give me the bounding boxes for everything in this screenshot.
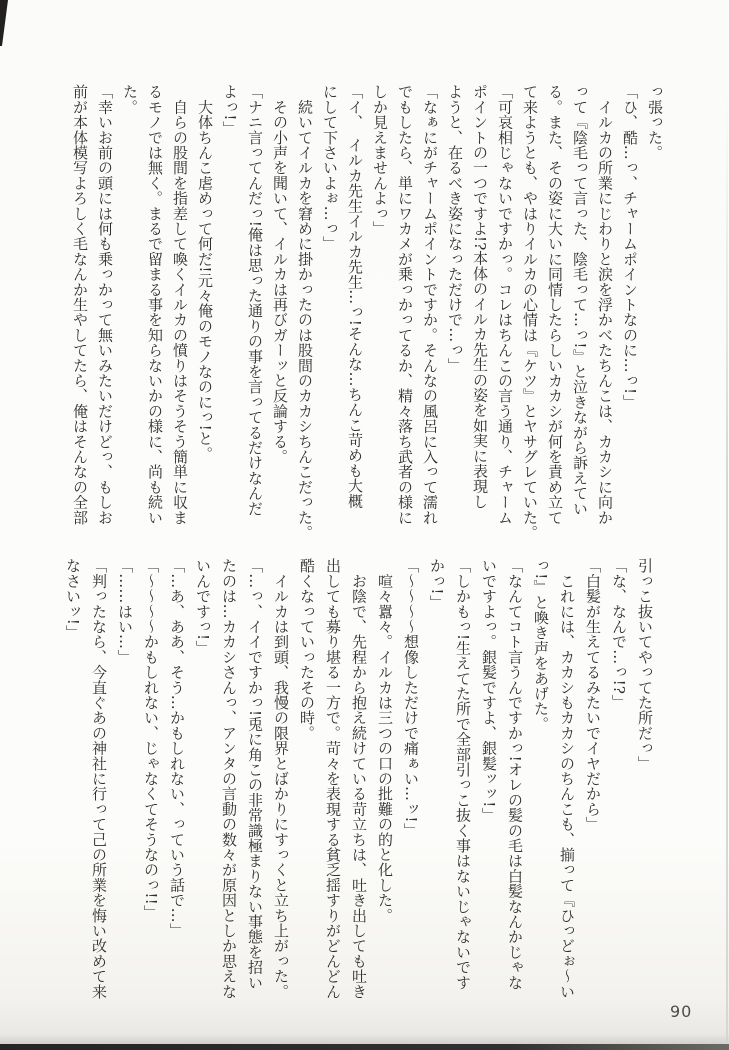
text-line: 引っこ抜いてやってた所だっ」 <box>636 558 654 771</box>
text-line: 「〜〜〜〜想像しただけで痛ぁい…ッ!」 <box>402 558 420 838</box>
text-line: て来ようとも、やはりイルカの心情は『ケツ』とヤサグレていた。 <box>521 84 539 540</box>
text-line: 「〜〜〜〜かもしれない、じゃなくてそうなのっ!!」 <box>142 558 160 921</box>
text-line: 「ひ、酷…っ、チャームポイントなのに…っ!」 <box>621 84 639 410</box>
text-line: って『陰毛って言った、陰毛って…っ!』と泣きながら訴えてい <box>571 84 589 516</box>
lower-text-block <box>60 558 658 1018</box>
text-line: 続いてイルカを窘めに掛かったのは股間のカカシちんこだった。 <box>296 84 314 540</box>
scan-bottom-edge <box>0 1044 729 1050</box>
text-line: 「判ったなら、今直ぐあの神社に行って己の所業を悔い改めて来 <box>90 558 108 999</box>
text-line: 前が本体模写よろしく毛なんか生やしてたら、俺はそんなの全部 <box>71 84 89 525</box>
text-line: 「な、なんで…っ!?」 <box>610 558 628 710</box>
scan-corner-artifact <box>0 0 8 46</box>
text-line: いですよっ。銀髪ですよ、銀髪ッッ!」 <box>480 558 498 823</box>
text-line: 「なぁにがチャームポイントですか。そんなの風呂に入って濡れ <box>421 84 439 525</box>
text-line: っ張った。 <box>646 84 664 160</box>
text-line: 出しても募り堪る一方で。苛々を表現する貧乏揺すりがどんどん <box>324 558 342 999</box>
text-line: 「可哀相じゃないですかっ。コレはちんこの言う通り、チャーム <box>496 84 514 525</box>
page-number: 90 <box>670 1002 693 1021</box>
text-line: るモノでは無く。まるで留まる事を知らないかの様に、尚も続い <box>146 84 164 525</box>
scan-right-edge <box>726 90 728 1050</box>
text-line: 大体ちんこ虐めって何だ!元々俺のモノなのにっ!と。 <box>196 84 214 462</box>
text-line: よっ!」 <box>221 84 239 136</box>
text-line: しか見えませんよっ」 <box>371 84 389 236</box>
text-line: これには、カカシもカカシのちんこも、揃って『ひっどぉ〜い <box>558 558 576 999</box>
text-line: たのは…カカシさんっ、アンタの言動の数々が原因としか思えな <box>220 558 238 999</box>
text-line: た。 <box>121 84 139 115</box>
text-line: なさいッ!」 <box>64 558 82 641</box>
text-line: いんですっ!」 <box>194 558 212 656</box>
text-line: る。また、その姿に大いに同情したらしいカカシが何を責め立て <box>546 84 564 525</box>
text-line: 「幸いお前の頭には何も乗っかって無いみたいだけどっ、もしお <box>96 84 114 525</box>
scan-bottom-shadow <box>0 1034 729 1044</box>
text-line: っ!』と喚き声をあげた。 <box>532 558 550 732</box>
text-line: 「しかもっ!生えてた所で全部引っこ抜く事はないじゃないです <box>454 558 472 990</box>
text-line: 「なんてコト言うんですかっ!オレの髪の毛は白髪なんかじゃな <box>506 558 524 990</box>
text-line: 喧々囂々。イルカは三つの口の批難の的と化した。 <box>376 558 394 923</box>
text-line: にして下さいよぉ…っ」 <box>321 84 339 252</box>
text-line: その小声を聞いて、イルカは再びガーッと反論する。 <box>271 84 289 464</box>
text-line: ようと、在るべき姿になっただけで…っ」 <box>446 84 464 373</box>
text-line: イルカの所業にじわりと涙を浮かべたちんこは、カカシに向か <box>596 84 614 525</box>
text-line: 「白髪が生えてるみたいでイヤだから」 <box>584 558 602 832</box>
text-line: 酷くなっていったその時。 <box>298 558 316 741</box>
text-line: 「…あ、ああ、そう…かもしれない、っていう話で…」 <box>168 558 186 938</box>
text-line: でもしたら、単にワカメが乗っかってるか、精々落ち武者の様に <box>396 84 414 525</box>
text-line: 「…っ、イイですかっ!兎に角この非常識極まりない事態を招い <box>246 558 264 990</box>
text-line: 「ナニ言ってんだっ!俺は思った通りの事を言ってるだけなんだ <box>246 84 264 516</box>
upper-text-block <box>67 84 667 554</box>
text-line: かっ!」 <box>428 558 446 610</box>
text-line: イルカは到頭、我慢の限界とばかりにすっくと立ち上がった。 <box>272 558 290 999</box>
text-line: 「……はい…」 <box>116 558 134 665</box>
text-line: 「イ、 イルカ先生イルカ先生…っ!そんな…ちんこ苛めも大概 <box>346 84 364 509</box>
text-line: お陰で、先程から抱え続けている苛立ちは、吐き出しても吐き <box>350 558 368 999</box>
text-line: 自らの股間を指差して喚くイルカの憤りはそうそう簡単に収ま <box>171 84 189 525</box>
text-line: ポイントの一つですよ!?本体のイルカ先生の姿を如実に表現し <box>471 84 489 509</box>
